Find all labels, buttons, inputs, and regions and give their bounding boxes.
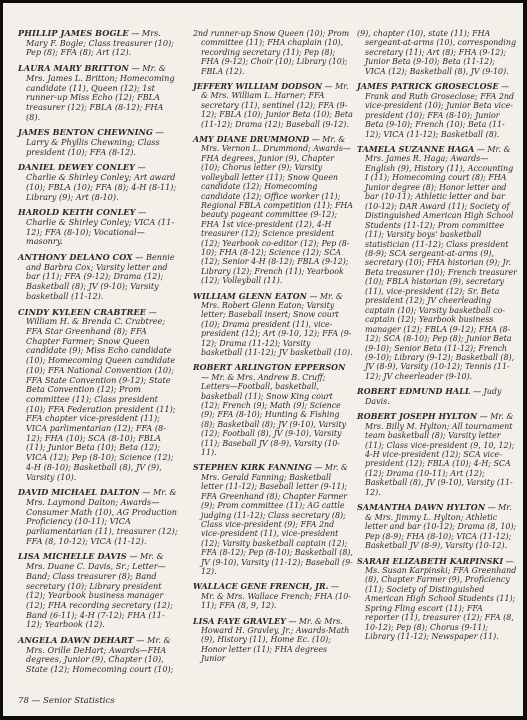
- senior-name: DAVID MICHAEL DALTON: [18, 487, 140, 498]
- senior-details: — Mr. & Mrs. James L. Britton; Homecoming candidate (11), Queen (12); 1st runner-up Miss Echo (12); FBLA treasurer (12); FBLA (8-12); FHA (8).: [26, 63, 175, 122]
- yearbook-page: [3, 3, 523, 716]
- senior-entry: [357, 29, 517, 76]
- senior-details: 2nd runner-up Snow Queen (10); Prom committee (11); FHA chaplain (10), recording secretary (11); Pep (8); FHA (9-12); Choir (10); Library (10); FBLA (12).: [193, 29, 350, 76]
- senior-name: HAROLD KEITH CONLEY: [18, 207, 136, 218]
- senior-name: ROBERT JOSEPH HYLTON: [357, 412, 478, 422]
- senior-name: TAMELA SUZANNE HAGA: [357, 144, 475, 154]
- senior-name: WILLIAM GLENN EATON: [193, 291, 307, 301]
- senior-details: — Mr. & Mrs. Andrew B. Cruff; Letters—Football, basketball, basketball (11); Snow King court (12); French (9); Math (9); Science (9); FFA (8-10); Hunting & Fishing (8); Basketball (8); JV (9-10), Varsity (12); Football (8), JV (9-10), Varsity (11); Baseball JV (8-9), Varsity (10-11).: [201, 372, 347, 458]
- senior-name: ROBERT EDMUND HALL: [357, 387, 471, 397]
- senior-name: STEPHEN KIRK FANNING: [193, 463, 312, 473]
- senior-entry: [18, 488, 178, 546]
- senior-details: — Mr. & Mrs. James R. Haga; Awards—English (9), History (11), Accounting I (11); Homecoming court (8); FHA Junior degree (8); Honor letter and bar (10-11); Athletic letter and bar (10-12); DAR Award (11); Society of Distinguished American High School Students (11-12); Prom committee (11); Varsity boys' basketball statistician (11-12); Class president (8-9); SCA sergeant-at-arms (9), secretary (10); FHA historian (9); Jr. Beta treasurer (10); French treasurer (10); FBLA historian (9), secretary (11), vice-president (12); Sr. Beta president (12); JV cheerleading captain (10); Varsity basketball co-captain (12); Yearbook business manager (12); FBLA (9-12); FHA (8-12); SCA (8-10); Pep (8); Junior Beta (9-10); Senior Beta (11-12); French (9-10); Library (9-12); Basketball (8), JV (8-9), Varsity (10-12); Tennis (11-12); JV cheerleader (9-10).: [365, 144, 517, 381]
- senior-entry: [193, 82, 353, 129]
- senior-name: WALLACE GENE FRENCH, JR.: [193, 582, 329, 592]
- senior-details: — Mr. & Mrs. Duane C. Davis, Sr.; Letter—Band; Class treasurer (8); Band secretary (10); Library president (12); Yearbook business manager (12); FHA recording secretary (12); Band (6-11); 4-H (7-12); FHA (11-12); Yearbook (12).: [26, 551, 173, 630]
- senior-name: AMY DIANE DRUMMOND: [193, 135, 310, 145]
- senior-details: — Mr. & Mrs. Billy M. Hylton; All tournament team basketball (8); Varsity letter (11); Class vice-president (9, 10, 12); 4-H vice-president (12); SCA vice-president (12); FBLA (10); 4-H; SCA (12); Drama (10-11); Art (12); Basketball (8), JV (9-10), Varsity (11-12).: [365, 412, 515, 497]
- senior-entry: [18, 552, 178, 630]
- senior-name: LISA MICHELLE DAVIS: [18, 551, 127, 562]
- senior-details: — William H. & Brenda C. Crabtree; FFA Star Greenhand (8); FFA Chapter Farmer; Snow Queen candidate (9); Miss Echo candidate (10); Homecoming Queen candidate (10); FFA National Convention (10); FFA State Convention (9-12); State Beta Convention (12); Prom committee (11); Class president (10); FFA Federation president (11); FFA chapter vice-president (11); VICA parlimentarian (12); FFA (8-12); FHA (10); SCA (8-10); FBLA (11); Junior Beta (10); Beta (12); VICA (12); Pep (8-10); Science (12); 4-H (8-10); Basketball (8), JV (9), Varsity (10).: [26, 306, 176, 482]
- senior-details: — Mr. & Mrs. William L. Harner; FFA secretary (11), sentinel (12); FFA (9-12); FBLA (10); Junior Beta (10); Beta (11-12); Drama (12); Baseball (9-12).: [201, 82, 353, 129]
- senior-entry: [357, 387, 517, 406]
- senior-details: — Mr. & Mrs. Vernon L. Drummond; Awards—FHA degrees, Junior (9), Chapter (10); Chorus letter (9); Varsity volleyball letter (11); Snow Queen candidate (12); Homecoming candidate (12); Office worker (11); Regional FBLA competition (11); FHA beauty pageant committee (9-12); FHA 1st vice-president (12), 4-H treasurer (12); Science president (12); Yearbook co-editor (12); Pep (8-10); FHA (8-12); Science (12); SCA (12); Senior 4-H (8-12); FBLA (9-12); Library (12); French (11); Yearbook (12); Volleyball (11).: [201, 135, 353, 286]
- senior-entry: [193, 582, 353, 610]
- senior-entry: [18, 29, 178, 58]
- senior-name: PHILLIP JAMES BOGLE: [18, 28, 129, 38]
- senior-details: — Mr. & Mrs. Laymond Dalton; Awards—Consumer Math (10), AG Production Proficiency (10-11); VICA parliamentarian (11), treasurer (12); FFA (8, 10-12); VICA (11-12).: [26, 487, 178, 546]
- senior-entry: [193, 292, 353, 358]
- senior-name: ANGELA DAWN DEHART: [18, 635, 134, 646]
- senior-entry: [357, 82, 517, 139]
- senior-name: JAMES PATRICK GROSECLOSE: [357, 82, 499, 92]
- senior-name: JEFFERY WILLIAM DODSON: [193, 82, 323, 92]
- senior-details: — Mr. & Mrs. Wallace French; FHA (10-11); FFA (8, 9, 12).: [201, 582, 351, 611]
- senior-entry: [18, 636, 178, 675]
- senior-entry: [18, 308, 178, 483]
- senior-details: — Bennie and Barbra Cox; Varsity letter and bar (11); FFA (9-12); Drama (12); Basketball (8); JV (9-10); Varsity basketball (11-12).: [26, 252, 175, 301]
- senior-entry: [18, 64, 178, 122]
- senior-entry: [18, 128, 178, 157]
- column-2: [193, 29, 353, 670]
- senior-details: — Mr. & Mrs. Gerald Fanning; Basketball letter (11-12); Baseball letter (9-11); FFA Greenhand (8); Chapter Farmer (9); Prom committee (11); AG cattle judging (11-12); Class secretary (8); Class vice-president (9); FFA 2nd vice-president (11), vice-president (12); Varsity basketball captain (12); FFA (8-12); Pep (8-10); Basketball (8), JV (9-10), Varsity (11-12); Baseball (9-12).: [201, 463, 353, 576]
- senior-details: — Mr. & Mrs. Orille DeHart; Awards—FHA degrees, Junior (9), Chapter (10), State (12); Homecoming court (10);: [26, 635, 174, 675]
- senior-entry: [357, 503, 517, 550]
- senior-entry: [193, 135, 353, 286]
- senior-details: — Mr. & Mrs. Jimmy L. Hylton; Athletic letter and bar (10-12); Drama (8, 10); Pep (8-9); FHA (8-10); VICA (11-12); Basketball JV (8-9), Varsity (10-12).: [365, 503, 517, 551]
- senior-details: — Ms. Susan Karpinski; FFA Greenhand (8), Chapter Farmer (9), Proficiency (11); Society of Distinguished American High School Students (11); Spring Fling escort (11); FFA reporter (11), treasurer (12); FFA (8, 10-12); Pep (8); Chorus (9-11); Library (11-12); Newspaper (11).: [365, 556, 517, 642]
- senior-name: JAMES BENTON CHEWNING: [18, 127, 154, 138]
- senior-entry: [18, 163, 178, 202]
- senior-details: — Mr. & Mrs. Howard H. Gravley, Jr.; Awards-Math (9), History (11), Home Ec. (10); Honor letter (11); FHA degrees Junior: [201, 616, 350, 664]
- senior-name: SARAH ELIZABETH KARPINSKI: [357, 556, 504, 566]
- column-3: [357, 29, 517, 648]
- senior-entry: [193, 463, 353, 576]
- senior-name: LISA FAYE GRAVLEY: [193, 616, 286, 626]
- senior-entry: [18, 208, 178, 247]
- senior-details: — Mr. & Mrs. Robert Glenn Eaton; Varsity letter; Baseball insert; Snow court (10); Drama president (11), vice-president (12); Art (9-10, 12); FFA (9-12); Drama (11-12); Varsity basketball (11-12); JV basketball (10).: [201, 291, 353, 357]
- senior-details: — Charlie & Shirley Conley; VICA (11-12); FFA (8-10); Vocational—masonry.: [26, 207, 175, 247]
- senior-entry: [357, 412, 517, 497]
- senior-name: ANTHONY DELANO COX: [18, 252, 133, 263]
- senior-details: — Frank and Ruth Groseclose; FFA 2nd vice-president (10); Junior Beta vice-president (10); FFA (8-10); Junior Beta (9-10); French (10); Beta (11-12); VICA (11-12); Basketball (8).: [365, 82, 515, 139]
- senior-details: (9), chapter (10), state (11); FHA sergeant-at-arms (10), corresponding secretary (11); Art (8); FHA (9-12); Junior Beta (9-10); Beta (11-12); VICA (12); Basketball (8), JV (9-10).: [357, 29, 517, 76]
- page-footer: 78 — Senior Statistics: [18, 696, 115, 706]
- column-1: [18, 29, 178, 681]
- senior-name: SAMANTHA DAWN HYLTON: [357, 503, 486, 513]
- senior-name: ROBERT ARLINGTON EPPERSON: [193, 363, 346, 373]
- senior-entry: [193, 29, 353, 76]
- senior-name: CINDY KYLEEN CRABTREE: [18, 306, 147, 317]
- senior-name: DANIEL DEWEY CONLEY: [18, 162, 136, 173]
- senior-details: — Larry & Phyllis Chewning; Class president (10); FFA (8-12).: [26, 127, 164, 157]
- senior-details: — Charlie & Shirley Conley; Art award (10); FBLA (10); FFA (8); 4-H (8-11); Library (9); Art (8-10).: [26, 162, 177, 202]
- senior-name: LAURA MARY BRITTON: [18, 63, 129, 74]
- senior-entry: [357, 145, 517, 381]
- senior-entry: [18, 253, 178, 302]
- senior-entry: [357, 557, 517, 642]
- senior-entry: [193, 363, 353, 457]
- senior-entry: [193, 617, 353, 664]
- senior-details: — Judy Davis.: [365, 387, 502, 406]
- senior-details: — Mrs. Mary F. Bogle; Class treasurer (10); Pep (8); FFA (8); Art (12).: [26, 28, 174, 58]
